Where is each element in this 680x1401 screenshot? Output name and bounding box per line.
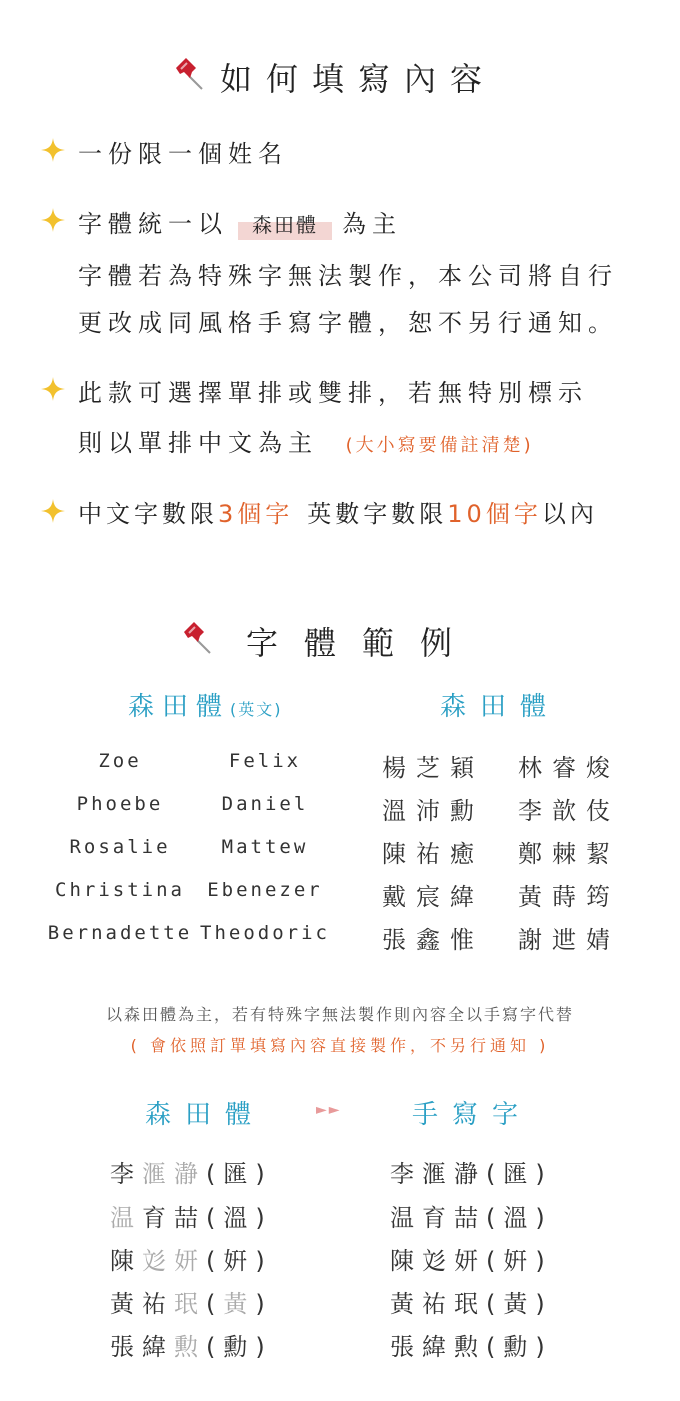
char: 姸: [223, 1247, 256, 1275]
comparison-row-right: 温育喆(溫): [390, 1204, 553, 1232]
rule-layout-line1: 此款可選擇單排或雙排，若無特別標示: [78, 379, 588, 407]
paren: (: [206, 1290, 224, 1318]
english-sample: Felix: [228, 750, 302, 772]
char: 緯: [142, 1333, 174, 1361]
char: 育: [142, 1204, 174, 1232]
rule-font-suffix: 為主: [342, 210, 402, 238]
char: 李: [110, 1160, 142, 1188]
sparkle-icon: [40, 376, 66, 402]
rule-font-default: [78, 204, 402, 240]
english-sample: Ebenezer: [207, 879, 323, 901]
substitution-note: 以森田體為主，若有特殊字無法製作則內容全以手寫字代替: [105, 1005, 574, 1024]
english-font-note: (英文): [230, 700, 283, 719]
paren: ): [255, 1204, 273, 1232]
rule-layout-note: (大小寫要備註清楚): [345, 435, 534, 456]
char-missing: 彣: [142, 1247, 174, 1275]
comparison-row-left: [110, 1154, 273, 1189]
english-sample: Mattew: [221, 836, 309, 858]
chinese-font-heading: 森田體: [440, 692, 561, 722]
english-font-name: 森田體: [128, 692, 231, 722]
comparison-row-left: [110, 1327, 273, 1362]
english-sample: Bernadette: [47, 922, 193, 944]
comparison-row-right: 李滙瀞(匯): [390, 1160, 553, 1188]
chinese-sample: 林睿焌: [518, 754, 620, 782]
rule-cn-limit-label: 中文字數限: [78, 500, 218, 528]
char: 祐: [142, 1290, 174, 1318]
rule-layout-text: 則以單排中文為主: [78, 429, 318, 457]
pushpin-icon: [180, 620, 214, 654]
comparison-row-right: 陳彣妍(姸): [390, 1247, 553, 1275]
comparison-row-left: [110, 1284, 273, 1319]
char: 匯: [223, 1160, 256, 1188]
english-sample: Rosalie: [69, 836, 171, 858]
sparkle-icon: [40, 207, 66, 233]
paren: (: [206, 1204, 224, 1232]
char: 張: [110, 1333, 142, 1361]
char-missing: 黃: [223, 1290, 256, 1318]
char-missing: 妍: [174, 1247, 206, 1275]
chinese-sample: 謝迣婧: [518, 926, 620, 954]
chinese-sample: 張鑫惟: [382, 926, 484, 954]
english-font-heading: [128, 686, 283, 723]
paren: (: [206, 1333, 224, 1361]
comparison-row-left: [110, 1198, 273, 1233]
char: 陳: [110, 1247, 142, 1275]
char: 黃: [110, 1290, 142, 1318]
english-sample: Daniel: [221, 793, 309, 815]
chinese-sample: 鄭棘絜: [518, 840, 620, 868]
pushpin-icon: [172, 56, 206, 90]
rule-font-line3: 更改成同風格手寫字體，恕不另行通知。: [78, 309, 618, 337]
paren: ): [255, 1160, 273, 1188]
char-missing: 勲: [174, 1333, 206, 1361]
source-font-heading: 森田體: [145, 1100, 266, 1130]
double-arrow-icon: ►►: [316, 1102, 342, 1118]
rule-en-limit-label: 英數字數限: [307, 500, 448, 528]
english-sample: Theodoric: [200, 922, 330, 944]
rule-font-prefix: 字體統一以: [78, 210, 228, 238]
char-missing: 瀞: [174, 1160, 206, 1188]
chinese-sample: 李歆伎: [518, 797, 620, 825]
chinese-sample: 溫沛勳: [382, 797, 484, 825]
sparkle-icon: [40, 137, 66, 163]
paren: (: [206, 1160, 224, 1188]
char: 勳: [223, 1333, 256, 1361]
rule-layout-line2: [78, 423, 534, 458]
chinese-sample: 陳祐癒: [382, 840, 484, 868]
font-name-chip: 森田體: [238, 207, 332, 240]
comparison-row-left: [110, 1241, 273, 1276]
substitution-note-secondary: ( 會依照訂單填寫內容直接製作，不另行通知 ): [130, 1036, 550, 1055]
sparkle-icon: [40, 498, 66, 524]
chinese-sample: 戴宸緯: [382, 883, 484, 911]
rule-en-limit-value: 10個字: [447, 500, 542, 528]
comparison-row-right: 張緯勲(勳): [390, 1333, 553, 1361]
rule-font-line2: 字體若為特殊字無法製作，本公司將自行: [78, 262, 618, 290]
english-sample: Phoebe: [76, 793, 164, 815]
comparison-row-right: 黃祐珉(黃): [390, 1290, 553, 1318]
chinese-sample: 楊芝穎: [382, 754, 484, 782]
char-missing: 温: [110, 1204, 142, 1232]
rule-one-name: 一份限一個姓名: [78, 140, 288, 168]
section-title-samples: 字體範例: [246, 624, 479, 662]
char: 喆: [174, 1204, 206, 1232]
english-sample: Christina: [55, 879, 185, 901]
paren: ): [255, 1333, 273, 1361]
section-title-howto: 如何填寫內容: [220, 60, 497, 98]
rule-limit-suffix: 以內: [541, 500, 598, 528]
rule-cn-limit-value: 3個字: [218, 500, 294, 528]
english-sample: Zoe: [98, 750, 142, 772]
chinese-sample: 黃蒔筠: [518, 883, 620, 911]
paren: (: [206, 1247, 224, 1275]
paren: ): [255, 1290, 273, 1318]
paren: ): [255, 1247, 273, 1275]
char-missing: 珉: [174, 1290, 206, 1318]
handwritten-heading: 手寫字: [412, 1100, 533, 1130]
rule-char-limit: [78, 494, 598, 529]
char: 溫: [223, 1204, 256, 1232]
char-missing: 滙: [142, 1160, 174, 1188]
